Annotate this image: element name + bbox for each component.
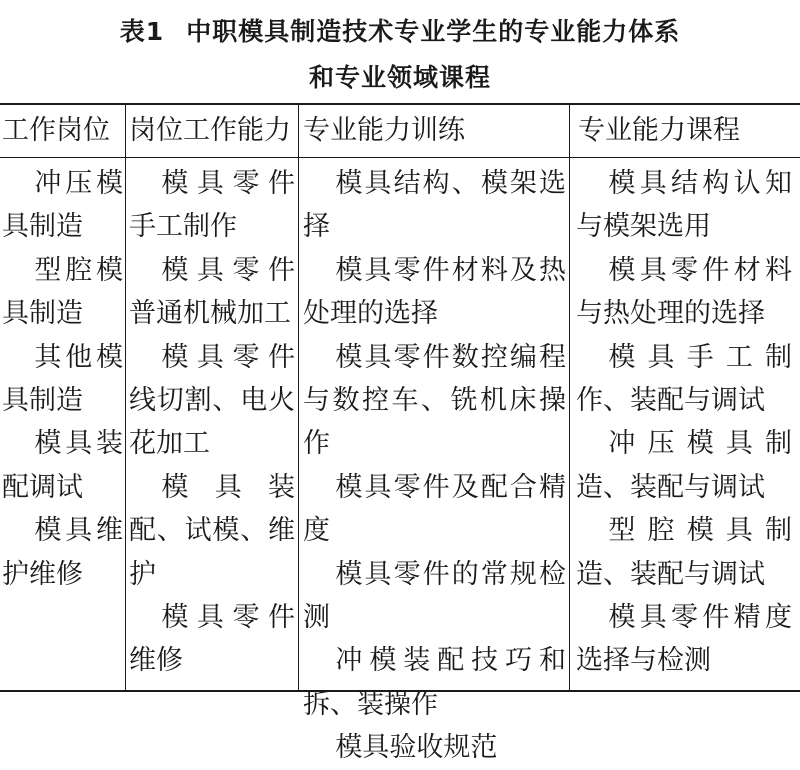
list-item: 模具零件维修 — [129, 602, 295, 677]
list-item: 模具零件线切割、电火花加工 — [129, 341, 295, 460]
list-item: 型腔模具制造、装配与调试 — [576, 515, 792, 590]
table-header-rule — [0, 157, 800, 158]
list-item: 模具零件材料及热处理的选择 — [303, 254, 566, 330]
list-item: 其他模具制造 — [2, 341, 123, 417]
list-item: 型腔模具制造 — [2, 254, 123, 330]
list-item: 模具零件材料与热处理的选择 — [576, 254, 792, 330]
list-item: 模具零件精度选择与检测 — [576, 602, 792, 677]
table-title: 中职模具制造技术专业学生的专业能力体系 — [186, 17, 681, 46]
column-divider — [569, 105, 570, 690]
header-position-ability: 岗位工作能力 — [129, 115, 291, 146]
column-work-positions — [2, 162, 123, 596]
list-item: 模具零件的常规检测 — [303, 558, 566, 634]
header-skill-training: 专业能力训练 — [303, 115, 465, 146]
list-item: 模具结构认知与模架选用 — [576, 168, 792, 243]
list-item: 冲压模具制造、装配与调试 — [576, 428, 792, 503]
table-number: 表1 — [119, 17, 165, 46]
column-skill-courses — [576, 162, 792, 683]
table-top-rule — [0, 103, 800, 105]
list-item: 模具零件手工制作 — [129, 168, 295, 243]
header-work-position: 工作岗位 — [2, 115, 110, 146]
list-item: 模具零件数控编程与数控车、铣机床操作 — [303, 341, 566, 460]
list-item: 冲模装配技巧和拆、装操作 — [303, 645, 566, 720]
header-skill-course: 专业能力课程 — [578, 115, 740, 146]
list-item: 模具装配调试 — [2, 428, 123, 503]
list-item: 模具结构、模架选择 — [303, 168, 566, 243]
list-item: 模具维护维修 — [2, 515, 123, 590]
table-caption-line1 — [0, 12, 800, 48]
list-item: 模具手工制作、装配与调试 — [576, 341, 792, 417]
column-divider — [298, 105, 299, 690]
table-title-line2: 和专业领域课程 — [308, 63, 491, 92]
list-item: 模具装配、试模、维护 — [129, 471, 295, 590]
list-item: 冲压模具制造 — [2, 168, 123, 243]
column-divider — [125, 105, 126, 690]
column-position-abilities — [129, 162, 295, 683]
list-item: 模具零件及配合精度 — [303, 471, 566, 547]
column-skill-training — [303, 162, 566, 770]
list-item: 模具零件普通机械加工 — [129, 254, 295, 330]
list-item: 模具验收规范 — [335, 732, 498, 764]
